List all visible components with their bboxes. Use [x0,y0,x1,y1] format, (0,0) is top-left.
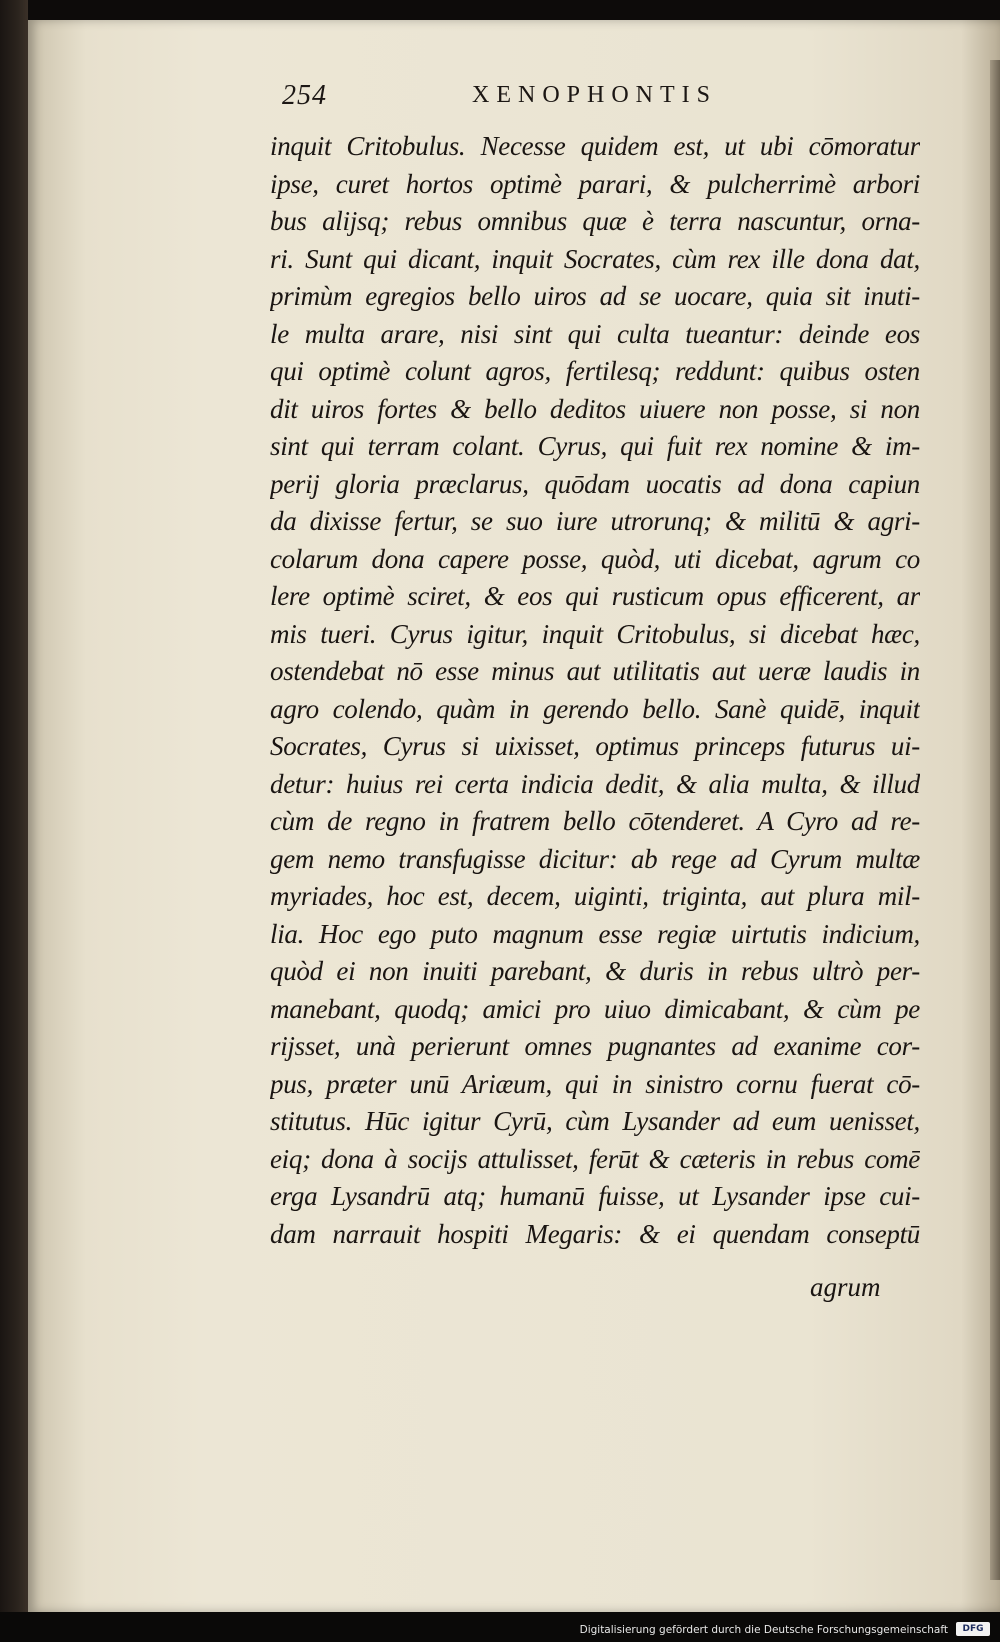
page-number: 254 [282,80,327,111]
text-line: primùm egregios bello uiros ad se uocare, quia sit inuti- [270,281,920,311]
text-line: colarum dona capere posse, quòd, uti dicebat, agrum co [270,543,920,574]
text-line: qui optimè colunt agros, fertilesq; reddunt: quibus osten [270,356,920,386]
text-line: sint qui terram colant. Cyrus, qui fuit rex nomine & im- [270,431,920,461]
running-head [282,72,722,112]
text-line: manebant, quodq; amici pro uiuo dimicabant, & cùm pe [270,993,920,1024]
text-line: agro colendo, quàm in gerendo bello. Sanè quidē, inquit [270,693,920,724]
text-line: lere optimè sciret, & eos qui rusticum opus efficerent, ar [270,581,920,611]
text-line: mis tueri. Cyrus igitur, inquit Critobulus, si dicebat hæc, [270,618,920,649]
dfg-logo: DFG [956,1622,990,1636]
text-line: ostendebat nō esse minus aut utilitatis aut ueræ laudis in [270,656,920,686]
text-line: erga Lysandrū atq; humanū fuisse, ut Lysander ipse cui- [270,1181,920,1211]
text-line: cùm de regno in fratrem bello cōtenderet. A Cyro ad re- [270,806,920,836]
text-line: dit uiros fortes & bello deditos uiuere non posse, si non [270,393,920,424]
catchword: agrum [810,1272,881,1302]
book-binding-edge [0,0,28,1642]
text-line: gem nemo transfugisse dicitur: ab rege ad Cyrum multæ [270,843,920,874]
text-line: detur: huius rei certa indicia dedit, & alia multa, & illud [270,768,920,799]
text-line: quòd ei non inuiti parebant, & duris in rebus ultrò per- [270,956,920,986]
text-line: perij gloria præclarus, quōdam uocatis ad dona capiun [270,468,920,499]
text-line: bus aliјsq; rebus omnibus quæ è terra nascuntur, orna- [270,206,920,236]
text-line: myriades, hoc est, decem, uiginti, triginta, aut plura mil- [270,881,920,911]
text-line: ipse, curet hortos optimè parari, & pulcherrimè arbori [270,168,920,199]
text-line: inquit Critobulus. Necesse quidem est, ut ubi cōmoratur [270,131,920,161]
footer-credit: Digitalisierung gefördert durch die Deutsche Forschungsgemeinschaft [579,1624,948,1636]
text-line: ri. Sunt qui dicant, inquit Socrates, cùm rex ille dona dat, [270,243,920,274]
text-line: stitutus. Hūc igitur Cyrū, cùm Lysander ad eum uenisset, [270,1106,920,1136]
text-line: dam narrauit hospiti Megaris: & ei quendam conseptū [270,1218,920,1249]
text-line: pus, præter unū Ariæum, qui in sinistro cornu fuerat cō- [270,1068,920,1099]
text-line: rijsset, unà perierunt omnes pugnantes ad exanime cor- [270,1031,920,1061]
text-line: Socrates, Cyrus si uixisset, optimus princeps futurus ui- [270,731,920,761]
text-block [270,128,920,1253]
text-line: le multa arare, nisi sint qui culta tueantur: deinde eos [270,318,920,349]
running-title: XENOPHONTIS [472,82,717,108]
text-line: lia. Hoc ego puto magnum esse regiæ uirtutis indicium, [270,918,920,949]
page-edge [990,60,1000,1580]
text-line: eiq; dona à socijs attulisset, ferūt & cæteris in rebus comē [270,1143,920,1174]
text-line: da dixisse fertur, se suo iure utrorunq; & militū & agri- [270,506,920,536]
